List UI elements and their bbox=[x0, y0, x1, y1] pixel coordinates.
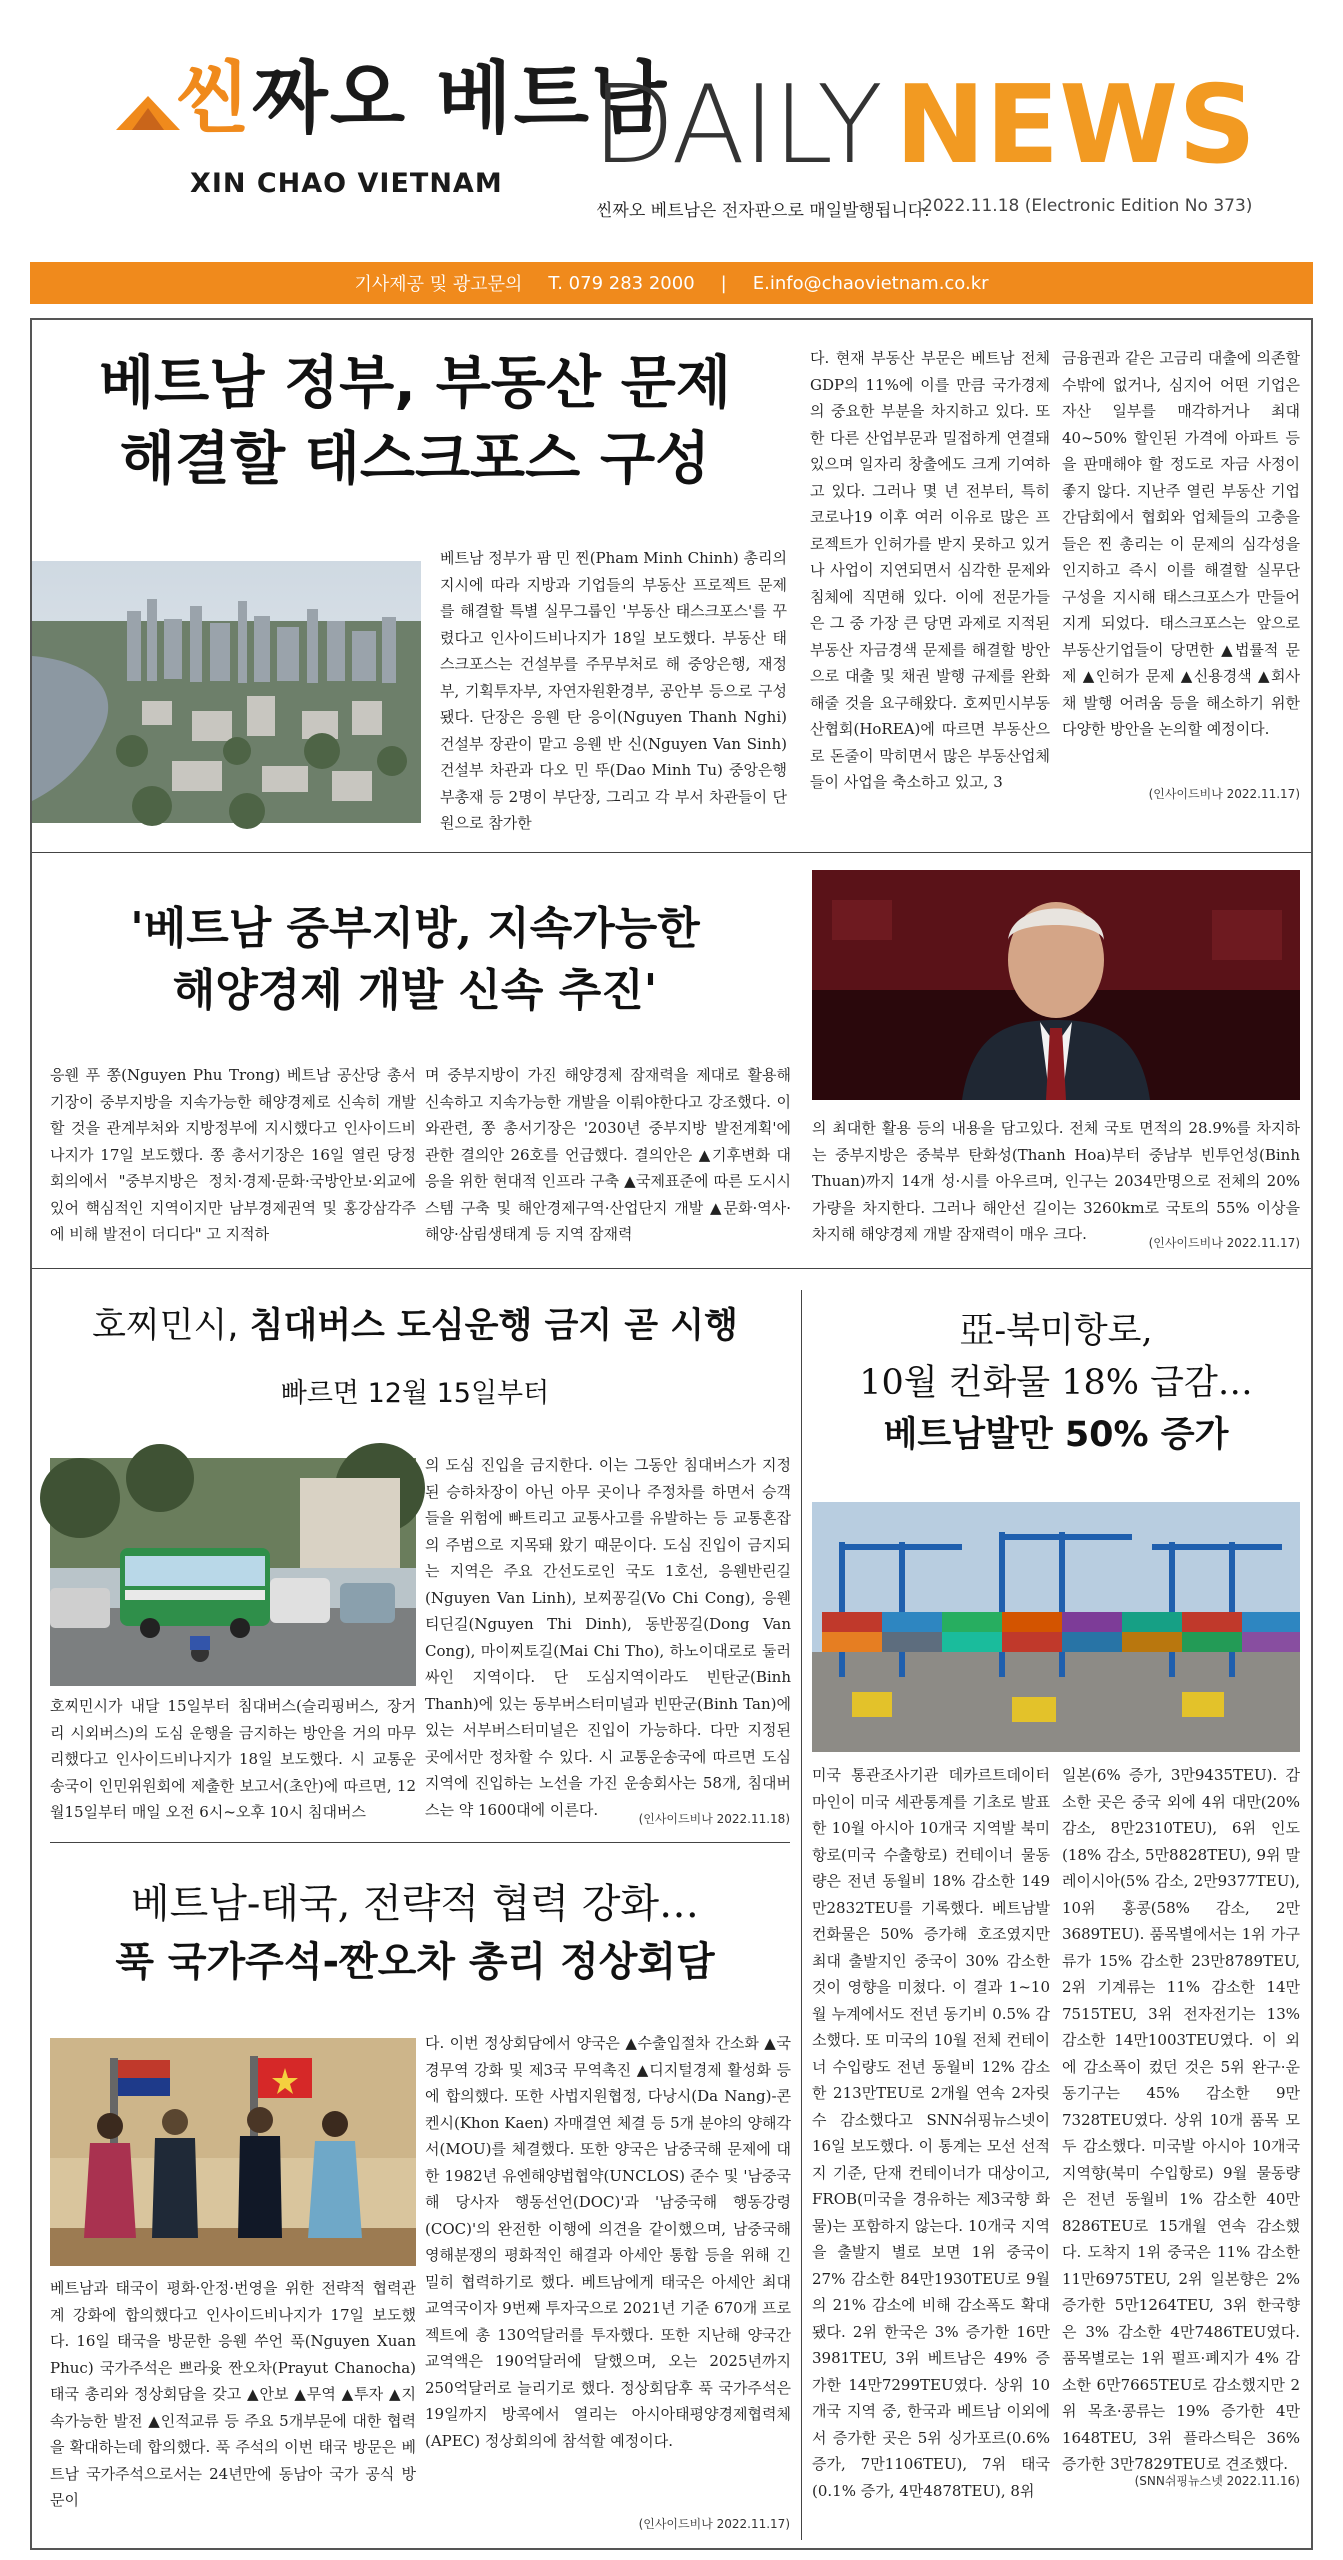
article1-col1: 베트남 정부가 팜 민 찐(Pham Minh Chinh) 총리의 지시에 따라 지방과 기업들의 부동산 프로젝트 문제를 해결할 특별 실무그룹인 '부동산 태스크포스'를 꾸렸다고 인사이드비나지가 18일 보도했다. 부동산 태스크포스는 건설부를 주무부처로 해 중앙은행, 재정부, 기획투자부, 자연자원환경부, 공안부 등으로 구성됐다. 단장은 응웬 탄 응이(Nguyen Thanh Nghi) 건설부 장관이 맡고 응웬 반 신(Nguyen Van Sinh) 건설부 차관과 다오 민 뚜(Dao Minh Tu) 중앙은행 부총재 등 2명이 부단장, 그리고 각 부서 차관들이 단원으로 참가한 bbox=[440, 549, 787, 832]
masthead bbox=[0, 0, 1343, 250]
contact-bar bbox=[30, 262, 1313, 304]
article1-source: (인사이드비나 2022.11.17) bbox=[1148, 787, 1300, 801]
article2-source: (인사이드비나 2022.11.17) bbox=[1148, 1236, 1300, 1250]
article4-headline: 亞-북미항로, 10월 컨화물 18% 급감… 베트남발만 50% 증가 bbox=[859, 1311, 1253, 1455]
article1-col3: 금융권과 같은 고금리 대출에 의존할 수밖에 없거나, 심지어 어떤 기업은 자산 일부를 매각하거나 최대 40~50% 할인된 가격에 아파트 등을 판매해야 할 정도로 자금 사정이 좋지 않다. 지난주 열린 부동산 기업 간담회에서 협회와 업체들의 고충을 들은 찐 총리는 이 문제의 심각성을 인지하고 즉시 이를 해결할 실무단 구성을 지시해 태스크포스가 만들어지게 되었다. 태스크포스는 앞으로 부동산기업들이 당면한 ▲법률적 문제 ▲인허가 문제 ▲신용경색 ▲회사채 발행 어려움 등을 해소하기 위한 다양한 방안을 논의할 예정이다. bbox=[1062, 349, 1300, 738]
city-aerial-photo bbox=[32, 561, 421, 823]
tagline: 씬짜오 베트남은 전자판으로 매일발행됩니다. bbox=[596, 201, 930, 221]
contact-email[interactable]: E.info@chaovietnam.co.kr bbox=[752, 272, 989, 294]
article1-headline: 베트남 정부, 부동산 문제 해결할 태스크포스 구성 bbox=[99, 350, 731, 492]
article3-col1: 호찌민시가 내달 15일부터 침대버스(슬리핑버스, 장거리 시외버스)의 도심 운행을 금지하는 방안을 거의 마무리했다고 인사이드비나지가 18일 보도했다. 시 교통운송국이 인민위원회에 제출한 보고서(초안)에 따르면, 12월15일부터 매일 오전 6시~오후 10시 침대버스 bbox=[50, 1697, 416, 1821]
edition-info: 2022.11.18 (Electronic Edition No 373) bbox=[922, 196, 1253, 216]
container-port-photo bbox=[812, 1502, 1300, 1752]
article5-col2: 다. 이번 정상회담에서 양국은 ▲수출입절차 간소화 ▲국경무역 강화 및 제3국 무역촉진 ▲디지털경제 활성화 등에 합의했다. 또한 사법지원협정, 다낭시(Da Nang)-콘켄시(Khon Kaen) 자매결연 체결 등 5개 분야의 양해각서(MOU)를 체결했다. 또한 양국은 남중국해 문제에 대한 1982년 유엔해양법협약(UNCLOS) 준수 및 '남중국해 당사자 행동선언(DOC)'과 '남중국해 행동강령(COC)'의 완전한 이행에 의견을 같이했으며, 남중국해 영해분쟁의 평화적인 해결과 아세안 통합 등을 위해 긴밀히 협력하기로 했다. 베트남에게 태국은 아세안 최대 교역국이자 9번째 투자국으로 2021년 기준 670개 프로젝트에 총 130억달러를 투자했다. 또한 지난해 양국간 교역액은 190억달러에 달했으며, 오는 2025년까지 250억달러로 늘리기로 했다. 정상회담후 푹 국가주석은 19일까지 방콕에서 열리는 아시아태평양경제협력체(APEC) 정상회의에 참석할 예정이다. bbox=[425, 2034, 791, 2450]
article5-headline: 베트남-태국, 전략적 협력 강화… 푹 국가주석-짠오차 총리 정상회담 bbox=[115, 1881, 715, 1985]
title-news: NEWS bbox=[895, 63, 1257, 188]
article2-col2: 며 중부지방이 가진 해양경제 잠재력을 제대로 활용해 신속하고 지속가능한 개발을 이뤄야한다고 강조했다. 이와관련, 쫑 총서기장은 '2030년 중부지방 발전계획'에 관한 결의안 26호를 언급했다. 결의안은 ▲기후변화 대응을 위한 현대적 인프라 구축 ▲국제표준에 따른 도시시스템 구축 및 해안경제구역·산업단지 개발 ▲문화·역사·해양·삼림생태계 등 지역 잠재력 bbox=[425, 1066, 791, 1243]
vertical-divider bbox=[801, 1290, 802, 2540]
logo-korean: 씬짜오 베트남 bbox=[175, 54, 669, 144]
summit-meeting-photo bbox=[50, 2038, 416, 2266]
article3-subhead: 빠르면 12월 15일부터 bbox=[280, 1378, 550, 1409]
divider-2 bbox=[32, 1268, 1311, 1269]
divider-1 bbox=[32, 852, 1311, 853]
article5-col1: 베트남과 태국이 평화·안정·번영을 위한 전략적 협력관계 강화에 합의했다고 인사이드비나지가 17일 보도했다. 16일 태국을 방문한 응웬 쑤언 푹(Nguyen Xuan Phuc) 국가주석은 쁘라윳 짠오차(Prayut Chanocha) 태국 총리와 정상회담을 갖고 ▲안보 ▲무역 ▲투자 ▲지속가능한 발전 ▲인적교류 등 주요 5개부문에 대한 협력을 확대하는데 합의했다. 푹 주석의 이번 태국 방문은 베트남 국가주석으로서는 24년만에 동남아 국가 공식 방문이 bbox=[50, 2279, 416, 2509]
sleeper-bus-street-photo bbox=[50, 1458, 416, 1686]
contact-phone[interactable]: T. 079 283 2000 bbox=[548, 272, 695, 294]
leader-portrait-photo bbox=[812, 870, 1300, 1100]
conical-hat-logo-icon bbox=[112, 92, 184, 136]
article3-source: (인사이드비나 2022.11.18) bbox=[638, 1812, 790, 1826]
article1-col2: 다. 현재 부동산 부문은 베트남 전체 GDP의 11%에 이를 만큼 국가경제의 중요한 부분을 차지하고 있다. 또한 다른 산업부문과 밀접하게 연결돼 있으며 일자리 창출에도 크게 기여하고 있다. 그러나 몇 년 전부터, 특히 코로나19 이후 여러 이유로 많은 프로젝트가 인허가를 받지 못하고 있거나 사업이 지연되면서 심각한 문제와 침체에 직면해 있다. 이에 전문가들은 그 중 가장 큰 당면 과제로 지적된 부동산 자금경색 문제를 해결할 방안으로 대출 및 채권 발행 규제를 완화해줄 것을 요구해왔다. 호찌민시부동산협회(HoREA)에 따르면 부동산으로 돈줄이 막히면서 많은 부동산업체들이 사업을 축소하고 있고, 3 bbox=[810, 349, 1050, 791]
article3-headline: 호찌민시, 침대버스 도심운행 금지 곧 시행 bbox=[92, 1306, 738, 1346]
article3-col2: 의 도심 진입을 금지한다. 이는 그동안 침대버스가 지정된 승하차장이 아닌 아무 곳이나 주정차를 하면서 승객들을 위험에 빠트리고 교통사고를 유발하는 등 교통혼잡의 주범으로 지목돼 왔기 때문이다. 도심 진입이 금지되는 지역은 주요 간선도로인 국도 1호선, 응웬반린길(Nguyen Van Linh), 보찌꽁길(Vo Chi Cong), 응웬티딘길(Nguyen Thi Dinh), 동반꽁길(Dong Van Cong), 마이찌토길(Mai Chi Tho), 하노이대로로 둘러싸인 지역이다. 단 도심지역이라도 빈탄군(Binh Thanh)에 있는 동부버스터미널과 빈딴군(Binh Tan)에 있는 서부버스터미널은 진입이 가능하다. 다만 지정된 곳에서만 정차할 수 있다. 시 교통운송국에 따르면 도심지역에 진입하는 노선을 가진 운송회사는 58개, 침대버스는 약 1600대에 이른다. bbox=[425, 1456, 791, 1819]
article4-col2: 일본(6% 증가, 3만9435TEU). 감소한 곳은 중국 외에 4위 대만(20% 감소, 8만2310TEU), 6위 인도(18% 감소, 5만8828TEU), 9위 말레이시아(5% 감소, 2만9377TEU), 10위 홍콩(58% 감소, 2만3689TEU). 품목별에서는 1위 가구류가 15% 감소한 23만8789TEU, 2위 기계류는 11% 감소한 14만7515TEU, 3위 전자전기는 13% 감소한 14만1003TEU였다. 이 외에 감소폭이 컸던 것은 5위 완구·운동기구는 45% 감소한 9만7328TEU였다. 상위 10개 품목 모두 감소했다. 미국발 아시아 10개국 지역향(북미 수입항로) 9월 물동량은 전년 동월비 1% 감소한 40만8286TEU로 15개월 연속 감소했다. 도착지 1위 중국은 11% 감소한 11만6975TEU, 2위 일본향은 2% 증가한 5만1264TEU, 3위 한국향은 3% 감소한 4만7486TEU였다. 품목별로는 1위 펄프·폐지가 4% 감소한 6만7665TEU로 감소했지만 2위 목초·콩류는 19% 증가한 4만1648TEU, 3위 플라스틱은 36% 증가한 3만7829TEU로 견조했다. bbox=[1062, 1766, 1300, 2473]
contact-separator: | bbox=[720, 272, 727, 294]
divider-3 bbox=[50, 1842, 790, 1843]
article2-col1: 응웬 푸 쫑(Nguyen Phu Trong) 베트남 공산당 총서기장이 중부지방을 지속가능한 해양경제로 신속히 개발할 것을 관계부처와 지방정부에 지시했다고 인사이드비나지가 17일 보도했다. 쫑 총서기장은 16일 열린 당정회의에서 "중부지방은 정치·경제·문화·국방안보·외교에 있어 핵심적인 지역이지만 남부경제권역 및 홍강삼각주에 비해 발전이 더디다" 고 지적하 bbox=[50, 1066, 416, 1243]
article4-col1: 미국 통관조사기관 데카르트데이터마인이 미국 세관통계를 기초로 발표한 10월 아시아 10개국 지역발 북미항로(미국 수출항로) 컨테이너 물동량은 전년 동월비 18% 감소한 149만2832TEU를 기록했다. 베트남발 컨화물은 50% 증가해 호조였지만 최대 출발지인 중국이 30% 감소한 것이 영향을 미쳤다. 이 결과 1~10월 누계에서도 전년 동기비 0.5% 감소했다. 또 미국의 10월 전체 컨테이너 수입량도 전년 동월비 12% 감소한 213만TEU로 2개월 연속 2자릿수 감소했다고 SNN쉬핑뉴스넷이 16일 보도했다. 이 통계는 모선 선적지 기준, 단재 컨테이너가 대상이고, FROB(미국을 경유하는 제3국향 화물)는 포함하지 않는다. 10개국 지역을 출발지 별로 보면 1위 중국이 27% 감소한 84만1930TEU로 9월의 21% 감소에 비해 감소폭도 확대됐다. 2위 한국은 3% 증가한 16만3981TEU, 3위 베트남은 49% 증가한 14만7299TEU였다. 상위 10개국 지역 중, 한국과 베트남 이외에서 증가한 곳은 5위 싱가포르(0.6% 증가, 7만1106TEU), 7위 태국(0.1% 증가, 4만4878TEU), 8위 bbox=[812, 1766, 1050, 2500]
contact-label: 기사제공 및 광고문의 bbox=[354, 274, 523, 295]
logo-english: XIN CHAO VIETNAM bbox=[190, 168, 503, 199]
article4-source: (SNN쉬핑뉴스넷 2022.11.16) bbox=[1134, 2474, 1300, 2488]
article5-source: (인사이드비나 2022.11.17) bbox=[638, 2517, 790, 2531]
article2-col3: 의 최대한 활용 등의 내용을 담고있다. 전체 국토 면적의 28.9%를 차지하는 중부지방은 중북부 탄화성(Thanh Hoa)부터 중남부 빈투언성(Binh Thuan)까지 14개 성·시를 아우르며, 인구는 2034만명으로 전체의 20% 가량을 차지한다. 그러나 해안선 길이는 3260km로 국토의 55% 이상을 차지해 해양경제 개발 잠재력이 매우 크다. bbox=[812, 1119, 1300, 1243]
title-daily: DAILY bbox=[592, 63, 881, 188]
article2-headline: '베트남 중부지방, 지속가능한 해양경제 개발 신속 추진' bbox=[130, 903, 700, 1016]
